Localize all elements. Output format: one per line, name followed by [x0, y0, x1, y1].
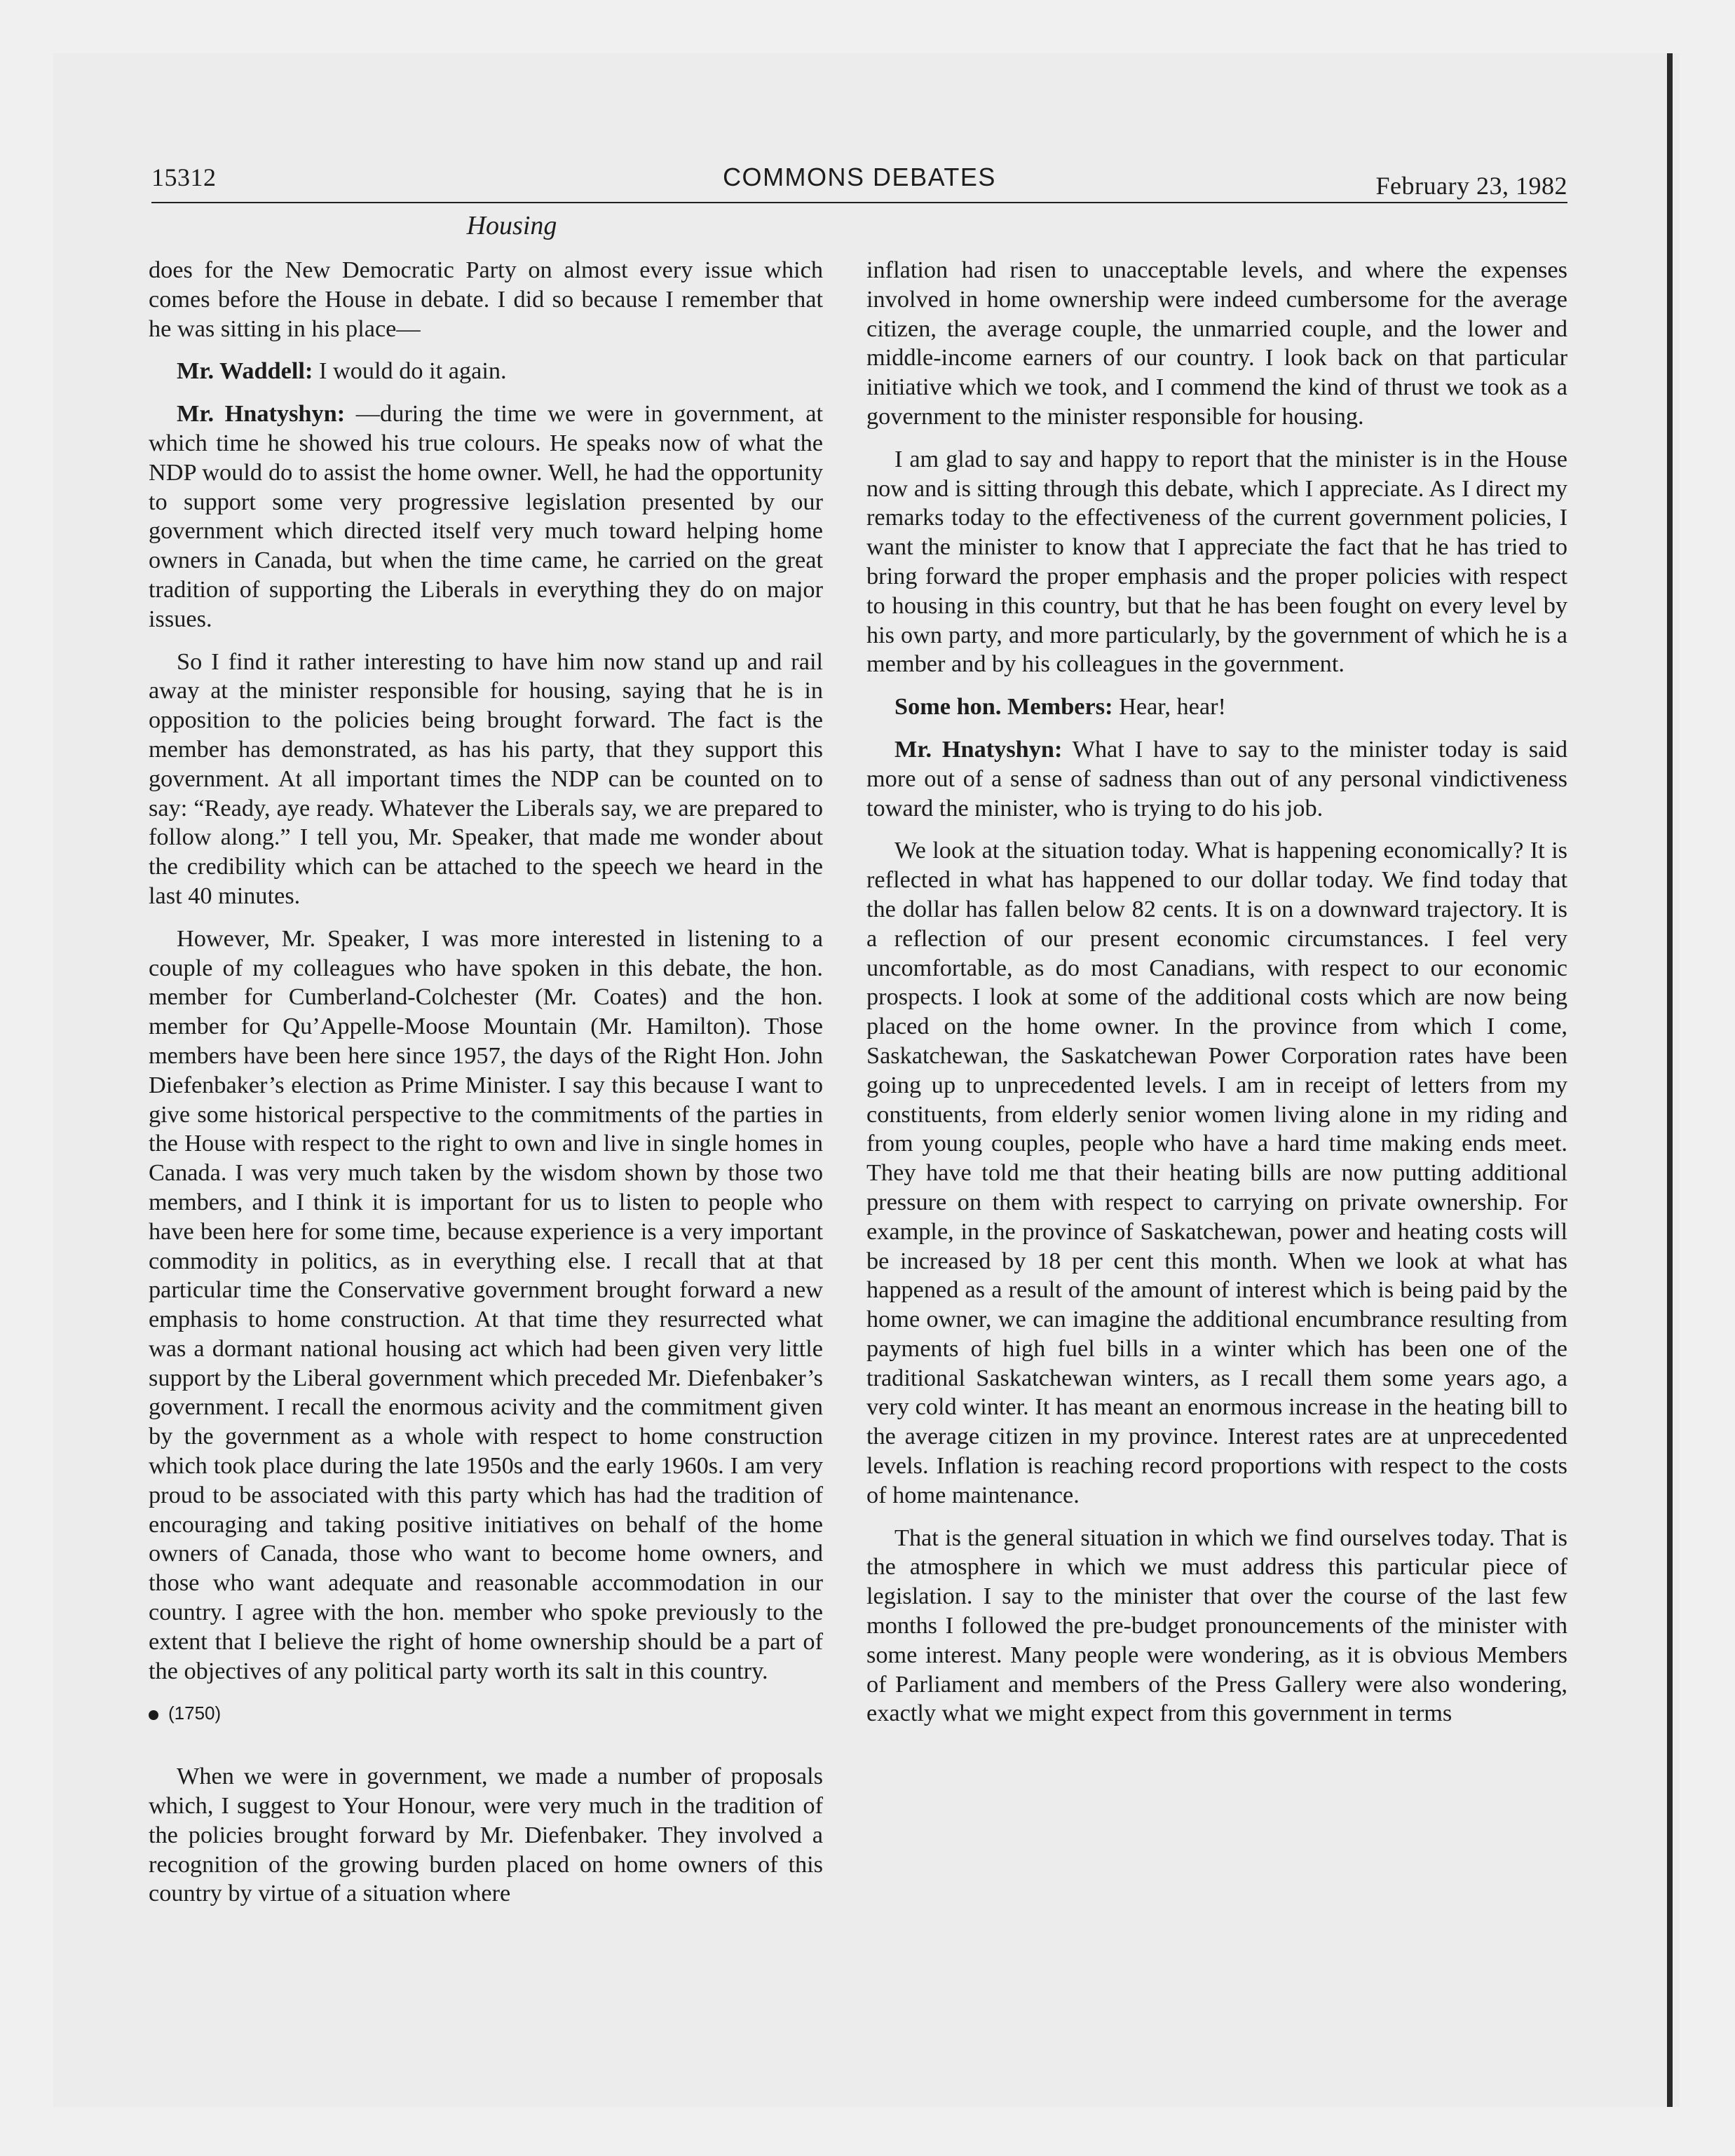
paragraph: So I find it rather interesting to have him now stand up and rail away at the minister responsible for housing, saying that he is in opposition to the policies being brought forward. The fact is the member has demonstrated, as has his party, that they support this government. At all important times the NDP can be counted on to say: “Ready, aye ready. Whatever the Liberals say, we are prepared to follow along.” I tell you, Mr. Speaker, that made me wonder about the credibility which can be attached to the speech we heard in the last 40 minutes.	[149, 648, 823, 909]
paragraph: We look at the situation today. What is happening economically? It is reflected in what has happened to our dollar today. We find today that the dollar has fallen below 82 cents. It is on a downward trajectory. It is a reflection of our present economic circumstances. I feel very uncomfortable, as do most Canadians, with respect to our economic prospects. I look at some of the additional costs which are now being placed on the home owner. In the province from which I come, Saskatchewan, the Saskatchewan Power Corporation rates have been going up to unprecedented levels. I am in receipt of letters from my constituents, from elderly senior women living alone in my riding and from young couples, people who have a hard time making ends meet. They have told me that their heating bills are now putting additional pressure on them with respect to carrying on private ownership. For example, in the province of Saskatchewan, power and heating costs will be increased by 18 per cent this month. When we look at what has happened as a result of the amount of interest which is being paid by the home owner, we can imagine the additional encumbrance resulting from payments of high fuel bills in a winter which has been one of the traditional Saskatchewan winters, as I recall them some years ago, a very cold winter. It has meant an enormous increase in the heating bill to the average citizen in my province. Interest rates are at unprecedented levels. Inflation is reaching record proportions with respect to the costs of home maintenance.	[866, 837, 1567, 1508]
paragraph: inflation had risen to unacceptable levels, and where the expenses involved in home ownership were indeed cumbersome for the average citizen, the average couple, the unmarried couple, and the lower and middle-income earners of our country. I look back on that particular initiative which we took, and I commend the kind of thrust we took as a government to the minister responsible for housing.	[866, 257, 1567, 430]
paragraph	[866, 735, 1567, 823]
header-rule	[151, 202, 1567, 203]
speech-text: What I have to say to the minister today is said more out of a sense of sadness than out of any personal vindictiveness toward the minister, who is trying to do his job.	[866, 735, 1567, 821]
paragraph	[149, 400, 823, 634]
speech-text: —during the time we were in government, at which time he showed his true colours. He speaks now of what the NDP would do to assist the home owner. Well, he had the opportunity to support some very progressive legislation presented by our government which directed itself very much toward helping home owners in Canada, but when the time came, he carried on the great tradition of supporting the Liberals in everything they do on major issues.	[149, 400, 824, 632]
time-marker	[149, 1699, 823, 1728]
paragraph	[149, 357, 823, 386]
right-column	[866, 256, 1567, 1742]
paragraph: However, Mr. Speaker, I was more interested in listening to a couple of my colleagues who have spoken in this debate, the hon. member for Cumberland-Colchester (Mr. Coates) and the hon. member for Qu’Appelle-Moose Mountain (Mr. Hamilton). Those members have been here since 1957, the days of the Right Hon. John Diefenbaker’s election as Prime Minister. I say this because I want to give some historical perspective to the commitments of the parties in the House with respect to the right to own and live in single homes in Canada. I was very much taken by the wisdom shown by those two members, and I think it is important for us to listen to people who have been here for some time, because experience is a very important commodity in politics, as in everything else. I recall that at that particular time the Conservative government brought forward a new emphasis to home construction. At that time they resurrected what was a dormant national housing act which had been given very little support by the Liberal government which preceded Mr. Diefenbaker’s government. I recall the enormous acivity and the commitment given by the government as a whole with respect to home construction which took place during the late 1950s and the early 1960s. I am very proud to be associated with this party which has had the tradition of encouraging and taking positive initiatives on behalf of the home owners of Canada, those who want to become home owners, and those who want adequate and reasonable accommodation in our country. I agree with the hon. member who spoke previously to the extent that I believe the right of home ownership should be a part of the objectives of any political party worth its salt in this country.	[149, 925, 823, 1684]
paragraph	[866, 692, 1567, 722]
publication-date: February 23, 1982	[1375, 172, 1567, 200]
speaker-name: Some hon. Members:	[894, 693, 1113, 721]
paragraph: I am glad to say and happy to report that the minister is in the House now and is sitting through this debate, which I appreciate. As I direct my remarks today to the effectiveness of the current government policies, I want the minister to know that I appreciate the fact that he has tried to bring forward the proper emphasis and the proper policies with respect to housing in this country, but that he has been fought on every level by his own party, and more particularly, by the government of which he is a member and by his colleagues in the government.	[866, 445, 1567, 678]
page-header	[151, 163, 1567, 205]
bullet-icon	[149, 1710, 158, 1720]
paragraph: When we were in government, we made a number of proposals which, I suggest to Your Honour, were very much in the tradition of the policies brought forward by Mr. Diefenbaker. They involved a recognition of the growing burden placed on home owners of this country by virtue of a situation where	[149, 1763, 823, 1907]
subject-heading: Housing	[466, 211, 557, 240]
speech-text: I would do it again.	[313, 357, 507, 385]
speaker-name: Mr. Waddell:	[177, 357, 313, 385]
paragraph: does for the New Democratic Party on almost every issue which comes before the House in debate. I did so because I remember that he was sitting in his place—	[149, 257, 823, 342]
publication-title: COMMONS DEBATES	[723, 163, 996, 191]
left-column	[149, 256, 823, 1922]
speaker-name: Mr. Hnatyshyn:	[177, 400, 346, 428]
time-marker-text: (1750)	[168, 1703, 222, 1724]
page-number: 15312	[151, 163, 217, 191]
speaker-name: Mr. Hnatyshyn:	[894, 735, 1063, 763]
page-edge-shadow	[1667, 53, 1673, 2107]
speech-text: Hear, hear!	[1113, 693, 1226, 721]
paragraph: That is the general situation in which we find ourselves today. That is the atmosphere in which we must address this particular piece of legislation. I say to the minister that over the course of the last few months I followed the pre-budget pronouncements of the minister with some interest. Many people were wondering, as it is obvious Members of Parliament and members of the Press Gallery were also wondering, exactly what we might expect from this government in terms	[866, 1524, 1567, 1727]
